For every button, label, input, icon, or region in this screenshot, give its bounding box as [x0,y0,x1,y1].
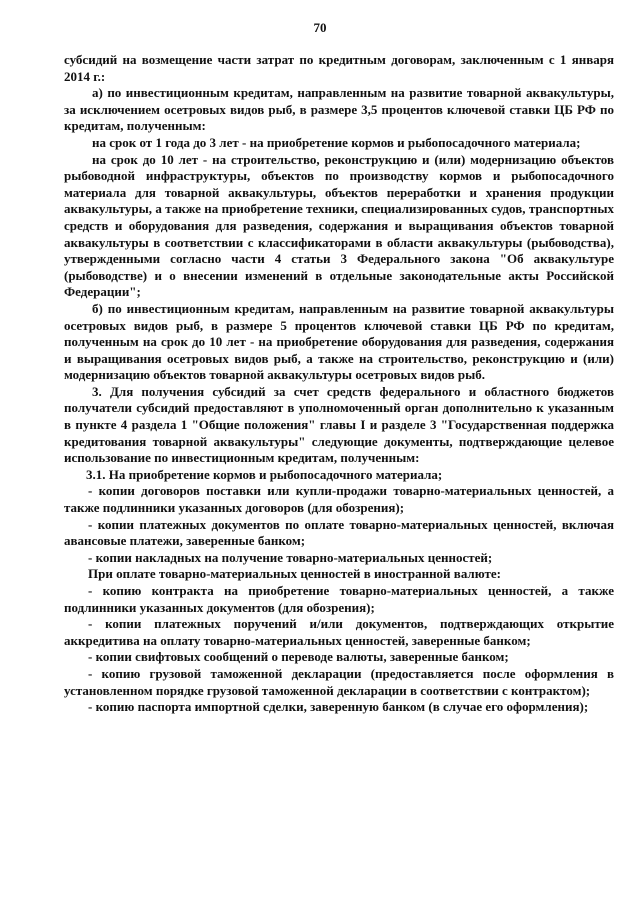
page-number: 70 [313,20,327,35]
paragraph: на срок до 10 лет - на строительство, реконструкцию и (или) модернизацию объектов рыбоводной инфраструктуры, объектов по производству кормов и рыбопосадочного материала для товарной аквакультуры, объектов переработки и хранения продукции аквакультуры, а также на приобретение техники, специализированных судов, транспортных средств и оборудования для разведения, содержания и выращивания объектов товарной аквакультуры в соответствии с классификаторами в области аквакультуры (рыбоводства), утвержденными согласно части 4 статьи 3 Федерального закона "Об аквакультуре (рыбоводстве) и о внесении изменений в отдельные законодательные акты Российской Федерации"; [64,151,614,300]
list-item: - копию контракта на приобретение товарно-материальных ценностей, а также подлинники указанных документов (для обозрения); [64,583,614,615]
list-item: - копию паспорта импортной сделки, заверенную банком (в случае его оформления); [88,699,589,715]
paragraph: а) по инвестиционным кредитам, направленным на развитие товарной аквакультуры, за исключением осетровых видов рыб, в размере 3,5 процентов ключевой ставки ЦБ РФ по кредитам, полученным: [64,85,614,134]
paragraph: субсидий на возмещение части затрат по кредитным договорам, заключенным с 1 января 2014 г.: [64,52,614,84]
document-body [64,52,614,716]
paragraph: 3. Для получения субсидий за счет средств федерального и областного бюджетов получатели субсидий предоставляют в уполномоченный орган дополнительно к указанным в пункте 4 раздела 1 "Общие положения" главы I и разделе 3 "Государственная поддержка кредитования товарной аквакультуры" следующие документы, подтверждающие целевое использование по инвестиционным кредитам, полученным: [64,383,614,466]
list-item: - копии платежных документов по оплате товарно-материальных ценностей, включая авансовые платежи, заверенные банком; [64,516,614,549]
paragraph: При оплате товарно-материальных ценностей в иностранной валюте: [88,566,501,582]
list-item: - копии свифтовых сообщений о переводе валюты, заверенные банком; [88,649,509,665]
paragraph: 3.1. На приобретение кормов и рыбопосадочного материала; [86,466,443,482]
list-item: - копии договоров поставки или купли-продажи товарно-материальных ценностей, а также подлинники указанных договоров (для обозрения); [64,483,614,516]
list-item: - копии накладных на получение товарно-материальных ценностей; [88,549,493,565]
list-item: - копию грузовой таможенной декларации (предоставляется после оформления в установленном порядке грузовой таможенной декларации в соответствии с контрактом); [64,665,614,698]
paragraph: б) по инвестиционным кредитам, направленным на развитие товарной аквакультуры осетровых видов рыб, в размере 5 процентов ключевой ставки ЦБ РФ по кредитам, полученным на срок до 10 лет - на приобретение оборудования для разведения, содержания и выращивания осетровых видов рыб, а также на строительство, реконструкцию и (или) модернизацию объектов товарной аквакультуры осетровых видов рыб. [64,300,614,383]
paragraph: на срок от 1 года до 3 лет - на приобретение кормов и рыбопосадочного материала; [92,134,581,150]
list-item: - копии платежных поручений и/или документов, подтверждающих открытие аккредитива на оплату товарно-материальных ценностей, заверенные банком; [64,616,614,648]
